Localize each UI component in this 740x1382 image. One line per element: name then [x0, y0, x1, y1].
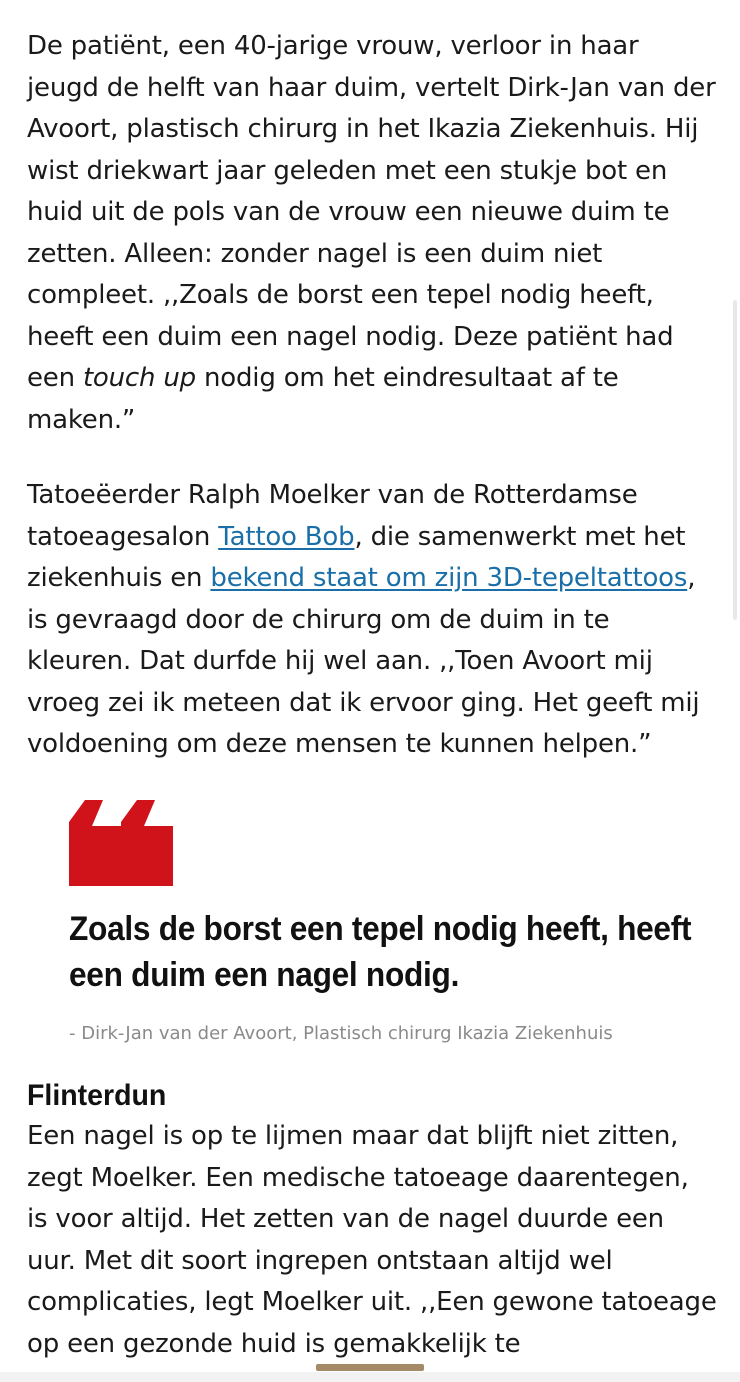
emphasis-text: touch up — [82, 363, 196, 393]
link-tattoo-bob[interactable]: Tattoo Bob — [218, 521, 355, 552]
paragraph-tattoo-artist — [27, 475, 717, 766]
paragraph-text: , is gevraagd door de chirurg om de duim in te kleuren. Dat durfde hij wel aan. ,,Toen Avoort mij vroeg zei ik meteen dat ik ervoor ging. Het geeft mij voldoening om deze mensen te kunnen helpen.” — [27, 563, 700, 759]
pull-quote — [69, 800, 709, 1046]
scroll-indicator — [316, 1364, 424, 1371]
link-3d-nipple-tattoos[interactable]: bekend staat om zijn 3D-tepeltattoos — [210, 563, 688, 593]
paragraph-text: nodig om het eindresultaat af te maken.” — [27, 363, 619, 435]
paragraph-text: De patiënt, een 40-jarige vrouw, verloor in haar jeugd de helft van haar duim, vertelt Dirk-Jan van der Avoort, plastisch chirurg in het Ikazia Ziekenhuis. Hij wist driekwart jaar geleden met een stukje bot en huid uit de pols van de vrouw een nieuwe duim te zetten. Alleen: zonder nagel is een duim niet compleet. ,,Zoals de borst een tepel nodig heeft, heeft een duim een nagel nodig. Deze patiënt had een — [27, 31, 716, 393]
section-paragraph: Een nagel is op te lijmen maar dat blijft niet zitten, zegt Moelker. Een medische tatoeage daarentegen, is voor altijd. Het zetten van de nagel duurde een uur. Met dit soort ingrepen ontstaan altijd wel complicaties, legt Moelker uit. ,,Een gewone tatoeage op een gezonde huid is gemakkelijk te — [27, 1121, 717, 1359]
article-body — [27, 26, 717, 766]
pull-quote-attribution: - Dirk-Jan van der Avoort, Plastisch chirurg Ikazia Ziekenhuis — [69, 1023, 613, 1044]
paragraph-text: Tatoeëerder Ralph Moelker van de Rotterdamse tatoeagesalon — [27, 480, 638, 552]
paragraph-text: , die samenwerkt met het ziekenhuis en — [27, 521, 686, 593]
scrollbar[interactable] — [733, 300, 737, 620]
paragraph-patient — [27, 26, 717, 441]
section-heading: Flinterdun — [27, 1079, 167, 1112]
quote-mark-icon — [69, 800, 173, 886]
pull-quote-text: Zoals de borst een tepel nodig heeft, heeft een duim een nagel nodig. — [69, 910, 692, 994]
section-flinterdun — [27, 1076, 717, 1365]
bottom-bar — [0, 1372, 740, 1382]
